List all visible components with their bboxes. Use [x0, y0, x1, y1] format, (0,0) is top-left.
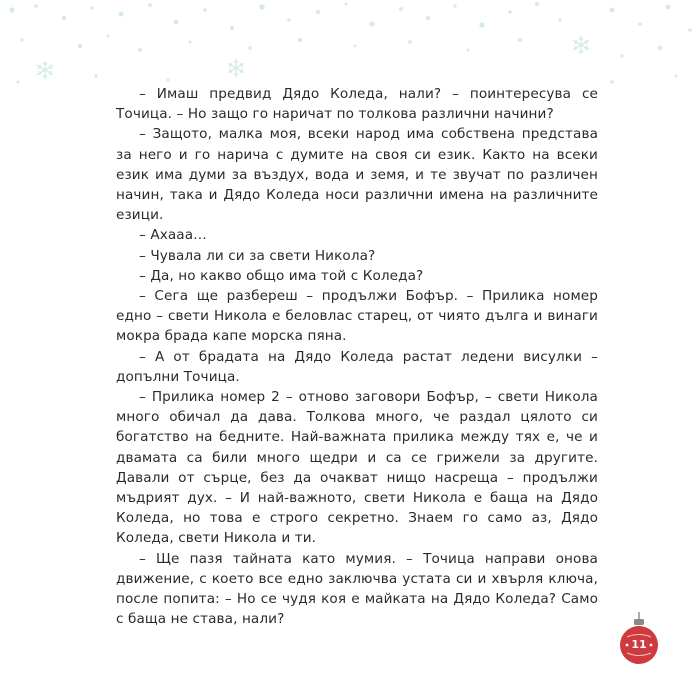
page-number: 11 — [631, 638, 647, 651]
paragraph: – Прилика номер 2 – отново заговори Бофър, – свети Никола много обичал да дава. Толкова много, че раздал цялото си богатство на бедните. Най-важната прилика между тях е, че и двамата са били много щедри и са се грижели за другите. Давали от сърце, без да очакват нищо насреща – продължи мъдрият дух. – И най-важното, свети Никола е баща на Дядо Коледа, но това е строго секретно. Знаем го само аз, Дядо Коледа, свети Никола и ти. — [116, 389, 598, 547]
paragraph: – Да, но какво общо има той с Коледа? — [139, 267, 424, 284]
story-text — [116, 84, 598, 629]
snowflake-icon — [228, 59, 244, 77]
paragraph: – Ахааа… — [139, 227, 207, 244]
paragraph: – Сега ще разбереш – продължи Бофър. – Прилика номер едно – свети Никола е беловлас старец, от чиято дълга и винаги мокра брада капе морска пяна. — [116, 288, 598, 345]
snowflake-icon — [37, 61, 53, 79]
paragraph: – Чувала ли си за свети Никола? — [139, 247, 376, 264]
snow-dots — [9, 2, 691, 84]
paragraph: – А от брадата на Дядо Коледа растат ледени висулки – допълни Точица. — [116, 348, 598, 385]
paragraph: – Ще пазя тайната като мумия. – Точица направи онова движение, с което все едно заключва устата си и хвърля ключа, после попита: – Но се чудя коя е майката на Дядо Коледа? Само с баща не става, нали? — [116, 550, 598, 628]
paragraph: – Защото, малка моя, всеки народ има собствена представа за него и го нарича с думите на своя си език. Както на всеки език има думи за въздух, вода и земя, и те звучат по различен начин, така и Дядо Коледа носи различни имена на различните езици. — [116, 126, 598, 224]
snowflake-icon — [573, 36, 589, 54]
page-number-ornament — [619, 612, 659, 670]
paragraph: – Имаш предвид Дядо Коледа, нали? – поинтересува се Точица. – Но защо го наричат по толкова различни начини? — [116, 86, 598, 123]
